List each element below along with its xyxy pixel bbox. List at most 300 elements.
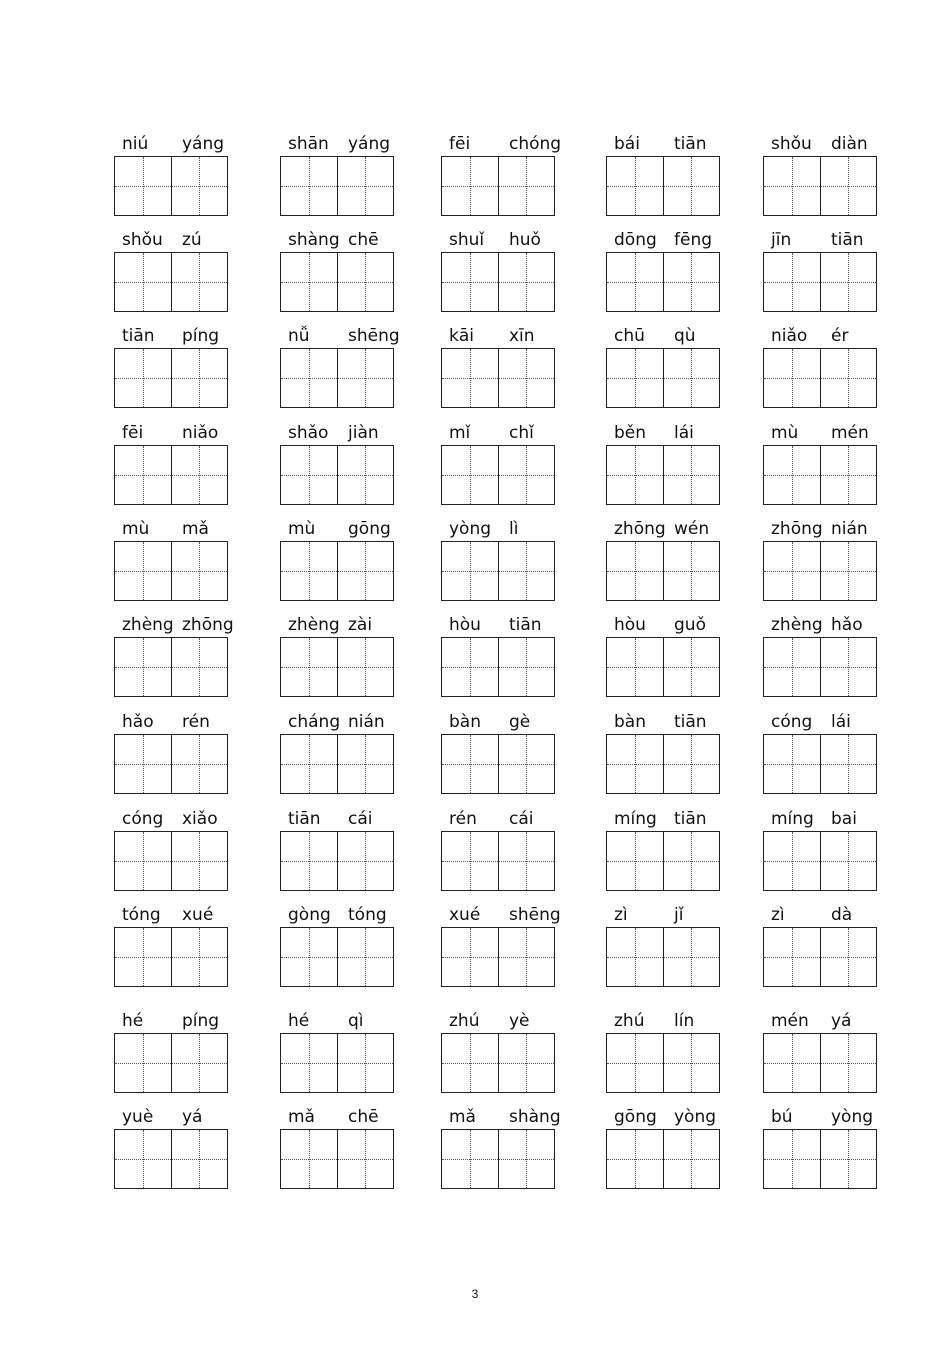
pinyin-label (284, 518, 402, 540)
writing-box-pair[interactable] (763, 156, 877, 216)
pinyin-label (610, 518, 728, 540)
pinyin-label (118, 614, 236, 636)
tian-zi-ge-box[interactable] (820, 832, 877, 890)
pinyin-syllable: mén (831, 423, 869, 443)
tian-zi-ge-box[interactable] (607, 928, 663, 986)
tian-zi-ge-box[interactable] (171, 832, 228, 890)
tian-zi-ge-box[interactable] (663, 446, 720, 504)
tian-zi-ge-box[interactable] (498, 735, 555, 793)
pinyin-label (445, 904, 563, 926)
writing-box-pair[interactable] (441, 252, 555, 312)
word-cell (606, 808, 724, 888)
tian-zi-ge-box[interactable] (171, 446, 228, 504)
tian-zi-ge-box[interactable] (764, 157, 820, 215)
tian-zi-ge-box[interactable] (607, 446, 663, 504)
tian-zi-ge-box[interactable] (663, 253, 720, 311)
pinyin-syllable: mén (771, 1011, 809, 1031)
pinyin-label (445, 518, 563, 540)
tian-zi-ge-box[interactable] (337, 638, 394, 696)
pinyin-syllable: mǐ (449, 423, 471, 443)
pinyin-syllable: zhú (449, 1011, 480, 1031)
tian-zi-ge-box[interactable] (663, 928, 720, 986)
tian-zi-ge-box[interactable] (663, 735, 720, 793)
pinyin-syllable: hé (288, 1011, 310, 1031)
pinyin-label (445, 614, 563, 636)
writing-box-pair[interactable] (280, 252, 394, 312)
word-row (0, 1010, 950, 1090)
pinyin-label (767, 711, 885, 733)
tian-zi-ge-box[interactable] (764, 542, 820, 600)
tian-zi-ge-box[interactable] (337, 832, 394, 890)
tian-zi-ge-box[interactable] (607, 1130, 663, 1188)
tian-zi-ge-box[interactable] (498, 638, 555, 696)
tian-zi-ge-box[interactable] (337, 446, 394, 504)
tian-zi-ge-box[interactable] (820, 638, 877, 696)
pinyin-label (767, 1010, 885, 1032)
tian-zi-ge-box[interactable] (820, 1130, 877, 1188)
writing-box-pair[interactable] (441, 1033, 555, 1093)
tian-zi-ge-box[interactable] (442, 638, 498, 696)
tian-zi-ge-box[interactable] (281, 349, 337, 407)
tian-zi-ge-box[interactable] (442, 928, 498, 986)
tian-zi-ge-box[interactable] (498, 542, 555, 600)
pinyin-syllable: shǎo (288, 423, 329, 443)
writing-box-pair[interactable] (280, 734, 394, 794)
pinyin-syllable: zhèng (122, 615, 174, 635)
pinyin-syllable: xīn (509, 326, 535, 346)
word-cell (763, 1010, 881, 1090)
tian-zi-ge-box[interactable] (607, 1034, 663, 1092)
tian-zi-ge-box[interactable] (764, 832, 820, 890)
pinyin-syllable: ér (831, 326, 849, 346)
tian-zi-ge-box[interactable] (764, 446, 820, 504)
word-cell (441, 1010, 559, 1090)
pinyin-syllable: hòu (449, 615, 481, 635)
writing-box-pair[interactable] (280, 156, 394, 216)
tian-zi-ge-box[interactable] (607, 832, 663, 890)
tian-zi-ge-box[interactable] (337, 1130, 394, 1188)
word-cell (280, 422, 398, 502)
pinyin-label (610, 133, 728, 155)
pinyin-syllable: jǐ (674, 905, 684, 925)
pinyin-syllable: mǎ (182, 519, 209, 539)
tian-zi-ge-box[interactable] (607, 157, 663, 215)
pinyin-label (284, 614, 402, 636)
writing-box-pair[interactable] (114, 927, 228, 987)
tian-zi-ge-box[interactable] (764, 735, 820, 793)
writing-box-pair[interactable] (280, 1033, 394, 1093)
pinyin-syllable: wén (674, 519, 710, 539)
pinyin-label (767, 422, 885, 444)
writing-box-pair[interactable] (441, 156, 555, 216)
word-row (0, 614, 950, 694)
pinyin-syllable: běn (614, 423, 647, 443)
tian-zi-ge-box[interactable] (820, 1034, 877, 1092)
tian-zi-ge-box[interactable] (498, 446, 555, 504)
pinyin-label (445, 808, 563, 830)
pinyin-syllable: bàn (449, 712, 481, 732)
tian-zi-ge-box[interactable] (171, 638, 228, 696)
pinyin-label (284, 1010, 402, 1032)
writing-box-pair[interactable] (114, 637, 228, 697)
tian-zi-ge-box[interactable] (820, 928, 877, 986)
pinyin-syllable: gòng (288, 905, 331, 925)
tian-zi-ge-box[interactable] (337, 735, 394, 793)
pinyin-syllable: tiān (288, 809, 321, 829)
tian-zi-ge-box[interactable] (607, 253, 663, 311)
pinyin-label (284, 133, 402, 155)
pinyin-syllable: tiān (122, 326, 155, 346)
writing-box-pair[interactable] (606, 1033, 720, 1093)
pinyin-syllable: zhōng (771, 519, 823, 539)
tian-zi-ge-box[interactable] (663, 1130, 720, 1188)
tian-zi-ge-box[interactable] (442, 446, 498, 504)
word-row (0, 808, 950, 888)
pinyin-label (284, 1106, 402, 1128)
pinyin-syllable: fēi (122, 423, 144, 443)
tian-zi-ge-box[interactable] (442, 542, 498, 600)
pinyin-syllable: xué (182, 905, 214, 925)
pinyin-syllable: cóng (771, 712, 813, 732)
pinyin-label (767, 229, 885, 251)
pinyin-syllable: yuè (122, 1107, 154, 1127)
tian-zi-ge-box[interactable] (663, 542, 720, 600)
tian-zi-ge-box[interactable] (171, 1130, 228, 1188)
writing-box-pair[interactable] (280, 831, 394, 891)
writing-box-pair[interactable] (763, 445, 877, 505)
pinyin-label (118, 229, 236, 251)
tian-zi-ge-box[interactable] (820, 446, 877, 504)
pinyin-label (118, 518, 236, 540)
pinyin-label (118, 325, 236, 347)
pinyin-syllable: bú (771, 1107, 793, 1127)
pinyin-label (118, 422, 236, 444)
pinyin-syllable: lái (831, 712, 851, 732)
tian-zi-ge-box[interactable] (442, 349, 498, 407)
pinyin-syllable: tiān (509, 615, 542, 635)
word-cell (763, 808, 881, 888)
writing-box-pair[interactable] (441, 348, 555, 408)
writing-box-pair[interactable] (763, 252, 877, 312)
writing-box-pair[interactable] (763, 541, 877, 601)
pinyin-syllable: rén (449, 809, 477, 829)
pinyin-label (610, 325, 728, 347)
tian-zi-ge-box[interactable] (442, 735, 498, 793)
tian-zi-ge-box[interactable] (498, 1130, 555, 1188)
tian-zi-ge-box[interactable] (663, 1034, 720, 1092)
tian-zi-ge-box[interactable] (337, 157, 394, 215)
tian-zi-ge-box[interactable] (281, 735, 337, 793)
tian-zi-ge-box[interactable] (115, 349, 171, 407)
pinyin-label (118, 711, 236, 733)
writing-box-pair[interactable] (441, 637, 555, 697)
tian-zi-ge-box[interactable] (281, 928, 337, 986)
tian-zi-ge-box[interactable] (337, 349, 394, 407)
word-cell (441, 229, 559, 309)
writing-box-pair[interactable] (280, 927, 394, 987)
writing-box-pair[interactable] (441, 734, 555, 794)
tian-zi-ge-box[interactable] (820, 253, 877, 311)
pinyin-syllable: cái (509, 809, 534, 829)
pinyin-label (610, 1010, 728, 1032)
pinyin-syllable: hǎo (122, 712, 154, 732)
tian-zi-ge-box[interactable] (607, 542, 663, 600)
pinyin-syllable: shàng (288, 230, 340, 250)
tian-zi-ge-box[interactable] (115, 542, 171, 600)
writing-box-pair[interactable] (280, 1129, 394, 1189)
pinyin-syllable: qì (348, 1011, 364, 1031)
tian-zi-ge-box[interactable] (607, 735, 663, 793)
word-cell (280, 711, 398, 791)
pinyin-syllable: bàn (614, 712, 646, 732)
tian-zi-ge-box[interactable] (337, 928, 394, 986)
pinyin-syllable: míng (614, 809, 657, 829)
pinyin-syllable: tiān (674, 134, 707, 154)
word-cell (280, 325, 398, 405)
tian-zi-ge-box[interactable] (115, 446, 171, 504)
tian-zi-ge-box[interactable] (498, 253, 555, 311)
word-cell (606, 1010, 724, 1090)
word-cell (763, 133, 881, 213)
word-cell (441, 808, 559, 888)
pinyin-syllable: lín (674, 1011, 695, 1031)
pinyin-syllable: shān (288, 134, 329, 154)
pinyin-syllable: píng (182, 326, 220, 346)
pinyin-syllable: huǒ (509, 230, 541, 250)
pinyin-label (767, 133, 885, 155)
pinyin-syllable: chē (348, 230, 379, 250)
pinyin-syllable: xiǎo (182, 809, 218, 829)
writing-box-pair[interactable] (763, 734, 877, 794)
word-cell (114, 1106, 232, 1186)
tian-zi-ge-box[interactable] (115, 157, 171, 215)
pinyin-label (767, 325, 885, 347)
pinyin-syllable: cóng (122, 809, 164, 829)
word-row (0, 229, 950, 309)
writing-box-pair[interactable] (441, 927, 555, 987)
tian-zi-ge-box[interactable] (171, 349, 228, 407)
pinyin-syllable: mǎ (288, 1107, 315, 1127)
pinyin-syllable: zhōng (182, 615, 234, 635)
tian-zi-ge-box[interactable] (764, 1034, 820, 1092)
tian-zi-ge-box[interactable] (764, 638, 820, 696)
word-cell (441, 614, 559, 694)
pinyin-syllable: bai (831, 809, 857, 829)
word-cell (280, 518, 398, 598)
pinyin-label (284, 904, 402, 926)
tian-zi-ge-box[interactable] (663, 157, 720, 215)
tian-zi-ge-box[interactable] (764, 1130, 820, 1188)
word-cell (114, 1010, 232, 1090)
pinyin-syllable: diàn (831, 134, 868, 154)
pinyin-label (767, 1106, 885, 1128)
tian-zi-ge-box[interactable] (663, 638, 720, 696)
pinyin-syllable: yá (182, 1107, 203, 1127)
word-cell (763, 229, 881, 309)
tian-zi-ge-box[interactable] (281, 832, 337, 890)
tian-zi-ge-box[interactable] (337, 1034, 394, 1092)
writing-box-pair[interactable] (606, 541, 720, 601)
pinyin-label (445, 1010, 563, 1032)
writing-box-pair[interactable] (114, 348, 228, 408)
writing-box-pair[interactable] (606, 637, 720, 697)
pinyin-syllable: rén (182, 712, 210, 732)
tian-zi-ge-box[interactable] (764, 928, 820, 986)
tian-zi-ge-box[interactable] (281, 253, 337, 311)
word-cell (606, 422, 724, 502)
tian-zi-ge-box[interactable] (171, 928, 228, 986)
word-cell (441, 325, 559, 405)
pinyin-syllable: chē (348, 1107, 379, 1127)
pinyin-label (445, 422, 563, 444)
writing-box-pair[interactable] (606, 831, 720, 891)
pinyin-syllable: fēi (449, 134, 471, 154)
tian-zi-ge-box[interactable] (281, 446, 337, 504)
writing-box-pair[interactable] (114, 1033, 228, 1093)
tian-zi-ge-box[interactable] (663, 349, 720, 407)
tian-zi-ge-box[interactable] (171, 542, 228, 600)
tian-zi-ge-box[interactable] (281, 1034, 337, 1092)
writing-box-pair[interactable] (280, 637, 394, 697)
writing-box-pair[interactable] (114, 252, 228, 312)
tian-zi-ge-box[interactable] (115, 928, 171, 986)
pinyin-syllable: mù (122, 519, 150, 539)
writing-box-pair[interactable] (606, 348, 720, 408)
writing-box-pair[interactable] (114, 156, 228, 216)
tian-zi-ge-box[interactable] (442, 253, 498, 311)
tian-zi-ge-box[interactable] (115, 1034, 171, 1092)
writing-box-pair[interactable] (441, 541, 555, 601)
tian-zi-ge-box[interactable] (820, 542, 877, 600)
writing-box-pair[interactable] (114, 445, 228, 505)
tian-zi-ge-box[interactable] (607, 349, 663, 407)
word-cell (280, 1106, 398, 1186)
tian-zi-ge-box[interactable] (663, 832, 720, 890)
tian-zi-ge-box[interactable] (337, 253, 394, 311)
writing-box-pair[interactable] (114, 541, 228, 601)
writing-box-pair[interactable] (441, 831, 555, 891)
pinyin-syllable: hé (122, 1011, 144, 1031)
tian-zi-ge-box[interactable] (820, 349, 877, 407)
tian-zi-ge-box[interactable] (442, 1034, 498, 1092)
tian-zi-ge-box[interactable] (115, 253, 171, 311)
tian-zi-ge-box[interactable] (171, 157, 228, 215)
tian-zi-ge-box[interactable] (281, 157, 337, 215)
pinyin-syllable: shǒu (122, 230, 163, 250)
writing-box-pair[interactable] (606, 445, 720, 505)
tian-zi-ge-box[interactable] (171, 1034, 228, 1092)
pinyin-syllable: míng (771, 809, 814, 829)
writing-box-pair[interactable] (606, 927, 720, 987)
pinyin-label (284, 229, 402, 251)
tian-zi-ge-box[interactable] (498, 349, 555, 407)
writing-box-pair[interactable] (763, 927, 877, 987)
writing-box-pair[interactable] (606, 734, 720, 794)
tian-zi-ge-box[interactable] (442, 1130, 498, 1188)
writing-box-pair[interactable] (114, 1129, 228, 1189)
tian-zi-ge-box[interactable] (498, 1034, 555, 1092)
tian-zi-ge-box[interactable] (115, 832, 171, 890)
pinyin-label (610, 1106, 728, 1128)
tian-zi-ge-box[interactable] (498, 928, 555, 986)
word-cell (441, 133, 562, 213)
tian-zi-ge-box[interactable] (820, 157, 877, 215)
writing-box-pair[interactable] (441, 1129, 555, 1189)
pinyin-syllable: niǎo (182, 423, 219, 443)
tian-zi-ge-box[interactable] (115, 638, 171, 696)
pinyin-syllable: hǎo (831, 615, 863, 635)
tian-zi-ge-box[interactable] (764, 253, 820, 311)
writing-box-pair[interactable] (441, 445, 555, 505)
word-cell (606, 229, 724, 309)
pinyin-label (610, 422, 728, 444)
word-cell (606, 614, 724, 694)
writing-box-pair[interactable] (114, 734, 228, 794)
pinyin-label (118, 1010, 236, 1032)
writing-box-pair[interactable] (280, 348, 394, 408)
word-cell (606, 904, 724, 984)
pinyin-syllable: tiān (831, 230, 864, 250)
pinyin-syllable: yòng (831, 1107, 874, 1127)
writing-box-pair[interactable] (763, 637, 877, 697)
pinyin-syllable: chū (614, 326, 645, 346)
tian-zi-ge-box[interactable] (498, 157, 555, 215)
writing-box-pair[interactable] (606, 252, 720, 312)
pinyin-syllable: zú (182, 230, 202, 250)
pinyin-label (610, 711, 728, 733)
pinyin-syllable: tóng (348, 905, 387, 925)
tian-zi-ge-box[interactable] (498, 832, 555, 890)
writing-box-pair[interactable] (606, 156, 720, 216)
word-row (0, 422, 950, 502)
word-cell (441, 518, 559, 598)
tian-zi-ge-box[interactable] (281, 1130, 337, 1188)
tian-zi-ge-box[interactable] (171, 735, 228, 793)
word-cell (763, 422, 881, 502)
word-cell (114, 325, 232, 405)
tian-zi-ge-box[interactable] (442, 157, 498, 215)
tian-zi-ge-box[interactable] (281, 638, 337, 696)
writing-box-pair[interactable] (763, 831, 877, 891)
word-cell (114, 614, 232, 694)
writing-box-pair[interactable] (763, 1033, 877, 1093)
pinyin-syllable: tiān (674, 712, 707, 732)
pinyin-syllable: nián (831, 519, 868, 539)
tian-zi-ge-box[interactable] (337, 542, 394, 600)
tian-zi-ge-box[interactable] (281, 542, 337, 600)
word-cell (763, 518, 881, 598)
writing-box-pair[interactable] (280, 445, 394, 505)
word-cell (280, 614, 398, 694)
tian-zi-ge-box[interactable] (115, 735, 171, 793)
writing-box-pair[interactable] (114, 831, 228, 891)
pinyin-syllable: gōng (348, 519, 391, 539)
tian-zi-ge-box[interactable] (820, 735, 877, 793)
pinyin-label (767, 518, 885, 540)
writing-box-pair[interactable] (280, 541, 394, 601)
tian-zi-ge-box[interactable] (171, 253, 228, 311)
word-row (0, 904, 950, 984)
tian-zi-ge-box[interactable] (442, 832, 498, 890)
tian-zi-ge-box[interactable] (764, 349, 820, 407)
tian-zi-ge-box[interactable] (607, 638, 663, 696)
writing-box-pair[interactable] (606, 1129, 720, 1189)
tian-zi-ge-box[interactable] (115, 1130, 171, 1188)
writing-box-pair[interactable] (763, 348, 877, 408)
pinyin-label (118, 133, 236, 155)
word-cell (606, 1106, 724, 1186)
writing-box-pair[interactable] (763, 1129, 877, 1189)
